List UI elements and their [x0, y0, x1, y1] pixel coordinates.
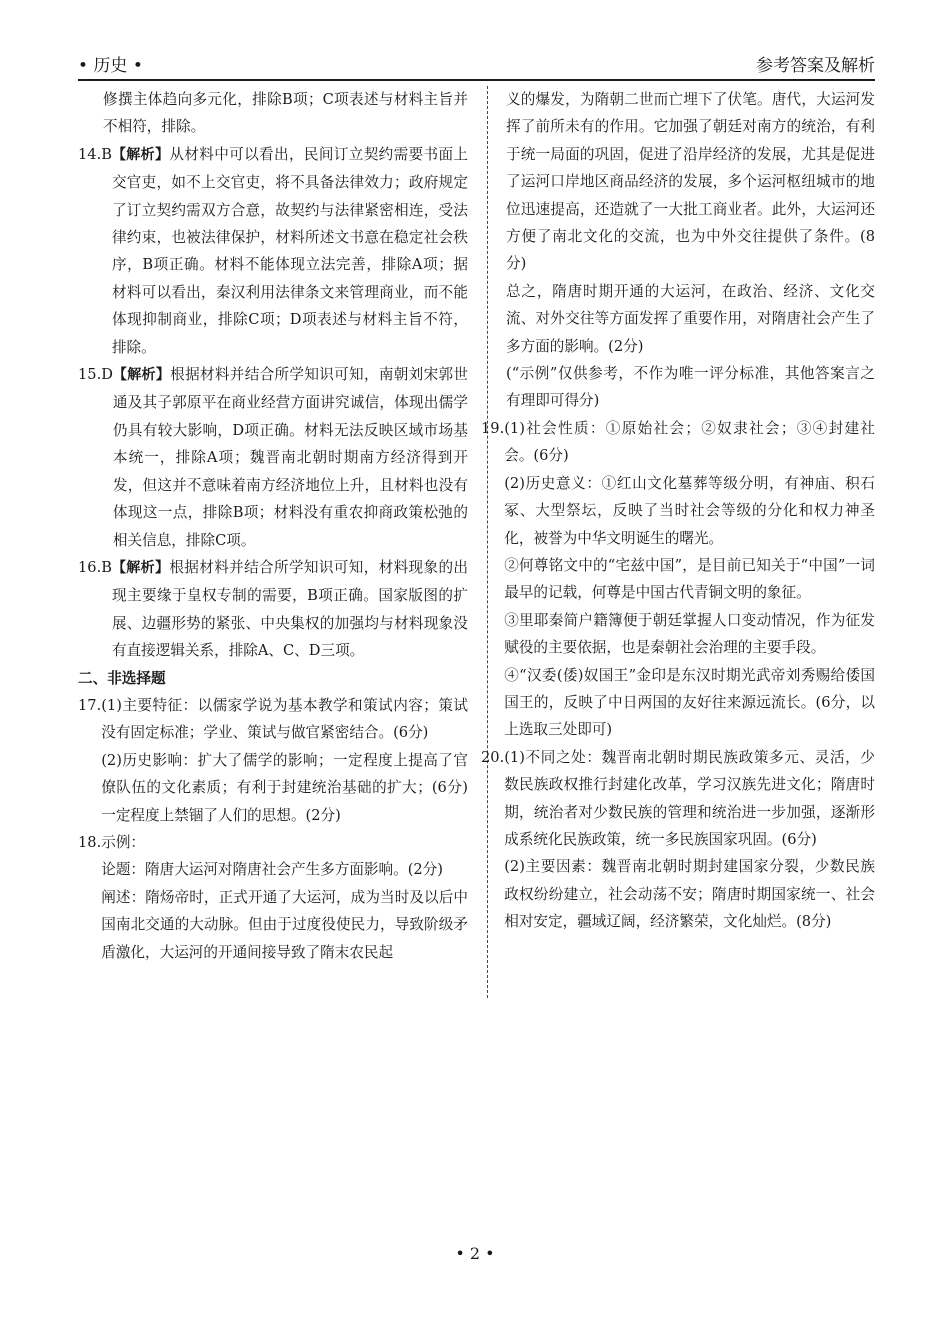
answer-part-2: (2)历史意义：①红山文化墓葬等级分明，有神庙、积石冢、大型祭坛，反映了当时社会等级的分化和权力神圣化，被誉为中华文明诞生的曙光。 — [504, 474, 875, 547]
analysis-text: 从材料中可以看出，民间订立契约需要书面上交官吏，如不上交官吏，将不具备法律效力；政府规定了订立契约需双方合意，故契约与法律紧密相连，受法律约束，也被法律保护，材料所述文书意在稳定社会秩序，B项正确。材料不能体现立法完善，排除A项；据材料可以看出，秦汉利用法律条文来管理商业，而不能体现抑制商业，排除C项；D项表述与材料主旨不符，排除。 — [111, 145, 468, 356]
question-number: 20. — [481, 748, 505, 766]
answer-part-1: (1)不同之处：魏晋南北朝时期民族政策多元、灵活，少数民族政权推行封建化改革，学习汉族先进文化；隋唐时期，统治者对少数民族的管理和统治进一步加强，逐渐形成系统化民族政策，统一多民族国家巩固。(6分) — [504, 748, 875, 848]
conclusion-text: 总之，隋唐时期开通的大运河，在政治、经济、文化交流、对外交往等方面发挥了重要作用，对隋唐社会产生了多方面的影响。(2分) — [506, 282, 875, 355]
question-number: 19. — [481, 419, 505, 437]
answer-body — [504, 744, 875, 936]
question-number: 16.B — [78, 558, 112, 576]
thesis-text: 论题：隋唐大运河对隋唐社会产生多方面影响。(2分) — [101, 861, 443, 879]
question-number: 14.B — [78, 145, 112, 163]
analysis-text: 根据材料并结合所学知识可知，材料现象的出现主要缘于皇权专制的需要，B项正确。国家版图的扩展、边疆形势的紧张、中央集权的加强均与材料现象没有直接逻辑关系，排除A、C、D三项。 — [111, 558, 468, 660]
analysis-tag: 【解析】 — [112, 367, 171, 384]
question-20 — [481, 744, 875, 936]
answer-part-3: ②何尊铭文中的“宅兹中国”，是目前已知关于“中国”一词最早的记载，何尊是中国古代青铜文明的象征。 — [504, 556, 875, 602]
answer-body — [112, 141, 468, 361]
scoring-note: (“示例”仅供参考，不作为唯一评分标准，其他答案言之有理即可得分) — [506, 365, 875, 410]
answer-body — [101, 829, 468, 966]
subject-label: • 历史 • — [78, 56, 143, 76]
answer-body — [112, 554, 468, 665]
right-column — [481, 86, 875, 936]
answer-part-1: (1)主要特征：以儒家学说为基本教学和策试内容；策试没有固定标准；学业、策试与做官紧密结合。(6分) — [101, 696, 468, 742]
answer-part-2: (2)主要因素：魏晋南北朝时期封建国家分裂，少数民族政权纷纷建立，社会动荡不安；隋唐时期国家统一、社会相对安定，疆域辽阔，经济繁荣，文化灿烂。(8分) — [504, 858, 875, 931]
question-16 — [78, 554, 468, 665]
question-19 — [481, 415, 875, 744]
answer-part-2: (2)历史影响：扩大了儒学的影响；一定程度上提高了官僚队伍的文化素质；有利于封建统治基础的扩大；(6分)一定程度上禁锢了人们的思想。(2分) — [101, 751, 468, 824]
argument-text: 阐述：隋炀帝时，正式开通了大运河，成为当时及以后中国南北交通的大动脉。但由于过度役使民力，导致阶级矛盾激化，大运河的开通间接导致了隋末农民起 — [101, 888, 468, 961]
page-number: • 2 • — [455, 1244, 495, 1263]
answer-part-4: ③里耶秦简户籍簿便于朝廷掌握人口变动情况，作为征发赋役的主要依据，也是秦朝社会治理的主要手段。 — [504, 611, 875, 657]
continuation-text: 义的爆发，为隋朝二世而亡埋下了伏笔。唐代，大运河发挥了前所未有的作用。它加强了朝廷对南方的统治，有利于统一局面的巩固，促进了沿岸经济的发展，尤其是促进了运河口岸地区商品经济的发展，多个运河枢纽城市的地位迅速提高，还造就了一大批工商业者。此外，大运河还方便了南北文化的交流，也为中外交往提供了条件。(8分) — [506, 91, 875, 273]
answer-part-5: ④“汉委(倭)奴国王”金印是东汉时期光武帝刘秀赐给倭国国王的，反映了中日两国的友好往来源远流长。(6分，以上选取三处即可) — [504, 666, 875, 739]
continuation-text: 修撰主体趋向多元化，排除B项；C项表述与材料主旨并不相符，排除。 — [103, 91, 468, 136]
answer-part-1: (1)社会性质：①原始社会；②奴隶社会；③④封建社会。(6分) — [504, 419, 875, 465]
answer-body — [113, 361, 468, 554]
question-14 — [78, 141, 468, 361]
analysis-text: 根据材料并结合所学知识可知，南朝刘宋郭世通及其子郭原平在商业经营方面讲究诚信，体现出儒学仍具有较大影响，D项正确。材料无法反映区域市场基本统一，排除A项；魏晋南北朝时期南方经济得到开发，但这并不意味着南方经济地位上升，且材料也没有体现这一点，排除B项；材料没有重农抑商政策松弛的相关信息，排除C项。 — [112, 366, 468, 549]
answer-body — [504, 415, 875, 744]
analysis-tag: 【解析】 — [111, 559, 170, 576]
question-17 — [78, 692, 468, 829]
answer-body — [101, 692, 468, 829]
analysis-tag: 【解析】 — [111, 146, 170, 163]
page-header — [78, 52, 875, 81]
question-18 — [78, 829, 468, 966]
example-label: 示例： — [101, 833, 146, 851]
left-column — [78, 86, 468, 966]
question-15 — [78, 361, 468, 554]
question-number: 15.D — [78, 366, 113, 384]
header-title: 参考答案及解析 — [756, 56, 875, 76]
section-heading: 二、非选择题 — [78, 669, 166, 687]
question-number: 17. — [78, 696, 102, 714]
question-number: 18. — [78, 833, 102, 851]
